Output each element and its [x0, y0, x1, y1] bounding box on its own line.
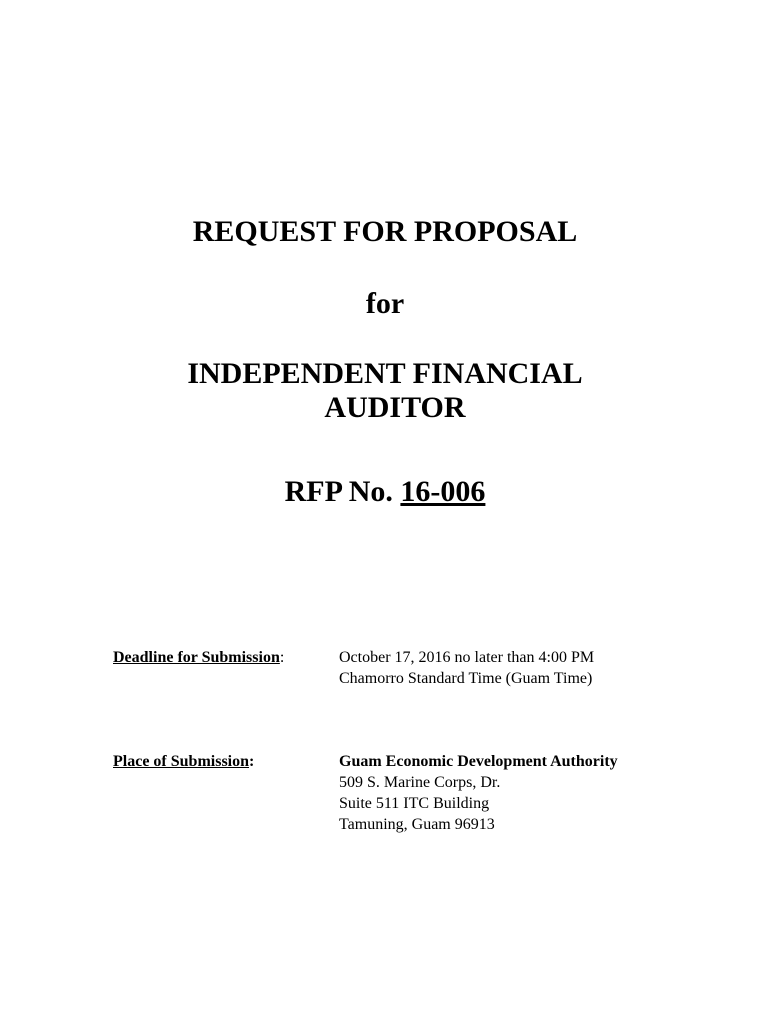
subject-line-2: AUDITOR: [324, 391, 466, 424]
subject-line-1: INDEPENDENT FINANCIAL: [187, 357, 583, 390]
deadline-line-2: Chamorro Standard Time (Guam Time): [339, 670, 593, 687]
place-value: [339, 751, 739, 835]
place-colon: :: [249, 753, 255, 770]
document-title: REQUEST FOR PROPOSAL: [192, 215, 578, 248]
rfp-number: 16-006: [400, 475, 486, 508]
document-subject: [0, 357, 770, 425]
place-address-2: Suite 511 ITC Building: [339, 795, 490, 812]
deadline-colon: :: [279, 649, 285, 666]
title-for: for: [365, 287, 405, 320]
deadline-label: [113, 647, 284, 668]
place-address-1: 509 S. Marine Corps, Dr.: [339, 774, 501, 791]
place-org: Guam Economic Development Authority: [339, 753, 618, 770]
rfp-number-line: [0, 474, 770, 510]
place-address-3: Tamuning, Guam 96913: [339, 816, 495, 833]
rfp-prefix: RFP No.: [284, 475, 393, 508]
place-label-text: Place of Submission: [113, 753, 250, 770]
deadline-value: [339, 647, 739, 689]
deadline-line-1: October 17, 2016 no later than 4:00 PM: [339, 649, 595, 666]
deadline-label-text: Deadline for Submission: [113, 649, 280, 666]
place-label: [113, 751, 254, 772]
